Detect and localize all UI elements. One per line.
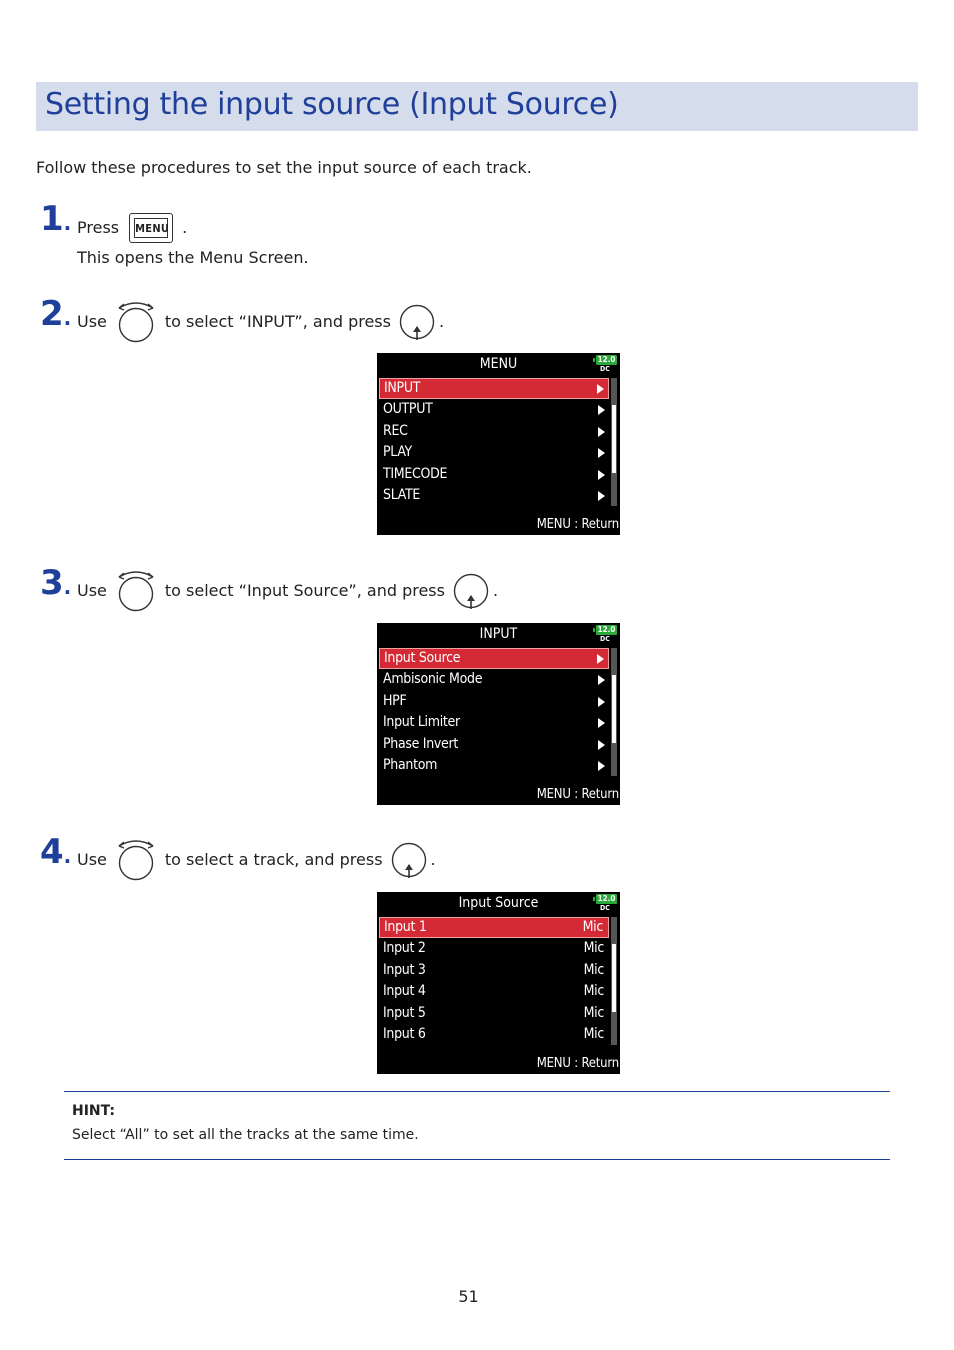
menu-item-timecode[interactable]: TIMECODE — [379, 464, 609, 485]
step-1-text-before: Press — [77, 218, 120, 237]
step-4-text-middle: to select a track, and press — [164, 850, 383, 869]
menu-item-phantom[interactable]: Phantom — [379, 755, 609, 776]
battery-icon: 12.0 DC — [597, 355, 616, 373]
menu-item-ambisonic-mode[interactable]: Ambisonic Mode — [379, 669, 609, 690]
hint-box — [64, 1091, 890, 1160]
menu-item-slate[interactable]: SLATE — [379, 485, 609, 506]
step-1-subtext: This opens the Menu Screen. — [77, 248, 309, 267]
menu-key-icon: MENU — [129, 213, 173, 243]
press-dial-icon — [391, 841, 427, 879]
rotary-dial-icon — [115, 300, 157, 344]
step-3-text-before: Use — [77, 581, 107, 600]
chevron-right-icon — [598, 740, 605, 750]
chevron-right-icon — [598, 470, 605, 480]
device-screen-menu — [377, 353, 620, 535]
battery-icon: 12.0 DC — [597, 894, 616, 912]
intro-text: Follow these procedures to set the input source of each track. — [36, 158, 532, 177]
step-4-line — [77, 838, 436, 882]
menu-item-input[interactable]: INPUT — [379, 378, 609, 399]
step-4-text-before: Use — [77, 850, 107, 869]
chevron-right-icon — [598, 448, 605, 458]
track-item-input-1[interactable]: Input 1 Mic — [379, 917, 609, 938]
step-2-number: 2. — [40, 294, 72, 334]
menu-item-input-source[interactable]: Input Source — [379, 648, 609, 669]
menu-item-output[interactable]: OUTPUT — [379, 399, 609, 420]
page-title: Setting the input source (Input Source) — [45, 87, 619, 122]
chevron-right-icon — [598, 718, 605, 728]
scrollbar-thumb[interactable] — [612, 944, 616, 1012]
scrollbar-thumb[interactable] — [612, 405, 616, 473]
step-2-text-middle: to select “INPUT”, and press — [164, 312, 391, 331]
chevron-right-icon — [597, 384, 604, 394]
screen-title: INPUT — [479, 626, 518, 642]
chevron-right-icon — [598, 675, 605, 685]
screen-footer: MENU : Return — [536, 787, 619, 802]
track-item-input-5[interactable]: Input 5 Mic — [383, 1004, 604, 1021]
device-screen-input-source — [377, 892, 620, 1074]
menu-item-phase-invert[interactable]: Phase Invert — [379, 734, 609, 755]
step-2-line — [77, 300, 444, 344]
rotary-dial-icon — [115, 838, 157, 882]
screen-footer: MENU : Return — [536, 1056, 619, 1071]
chevron-right-icon — [597, 654, 604, 664]
chevron-right-icon — [598, 697, 605, 707]
step-3-text-middle: to select “Input Source”, and press — [164, 581, 445, 600]
rotary-dial-icon — [115, 569, 157, 613]
screen-footer: MENU : Return — [536, 517, 619, 532]
section-title-bar — [36, 82, 918, 131]
menu-item-input-limiter[interactable]: Input Limiter — [379, 712, 609, 733]
screen-title: Input Source — [458, 895, 539, 911]
track-item-input-4[interactable]: Input 4 Mic — [383, 983, 604, 1000]
press-dial-icon — [453, 572, 489, 610]
menu-item-hpf[interactable]: HPF — [379, 691, 609, 712]
device-screen-input — [377, 623, 620, 805]
step-2-text-before: Use — [77, 312, 107, 331]
menu-item-rec[interactable]: REC — [379, 421, 609, 442]
track-item-input-6[interactable]: Input 6 Mic — [383, 1025, 604, 1042]
battery-icon: 12.0 DC — [597, 625, 616, 643]
step-4-text-after: . — [430, 850, 436, 869]
step-2-text-after: . — [438, 312, 445, 331]
chevron-right-icon — [598, 405, 605, 415]
menu-item-play[interactable]: PLAY — [379, 442, 609, 463]
step-3-number: 3. — [40, 563, 72, 603]
hint-text: Select “All” to set all the tracks at the same time. — [72, 1127, 419, 1143]
step-3-text-after: . — [492, 581, 499, 600]
press-dial-icon — [399, 303, 435, 341]
chevron-right-icon — [598, 427, 605, 437]
track-item-input-2[interactable]: Input 2 Mic — [383, 940, 604, 957]
step-1-number: 1. — [40, 199, 72, 239]
chevron-right-icon — [598, 761, 605, 771]
hint-label: HINT: — [72, 1103, 116, 1119]
chevron-right-icon — [598, 491, 605, 501]
step-1-text-after: . — [182, 218, 188, 237]
screen-title: MENU — [479, 356, 518, 372]
track-item-input-3[interactable]: Input 3 Mic — [383, 961, 604, 978]
step-1-line — [77, 213, 187, 243]
page-number: 51 — [458, 1287, 479, 1306]
step-4-number: 4. — [40, 832, 72, 872]
scrollbar-thumb[interactable] — [612, 675, 616, 743]
step-3-line — [77, 569, 498, 613]
